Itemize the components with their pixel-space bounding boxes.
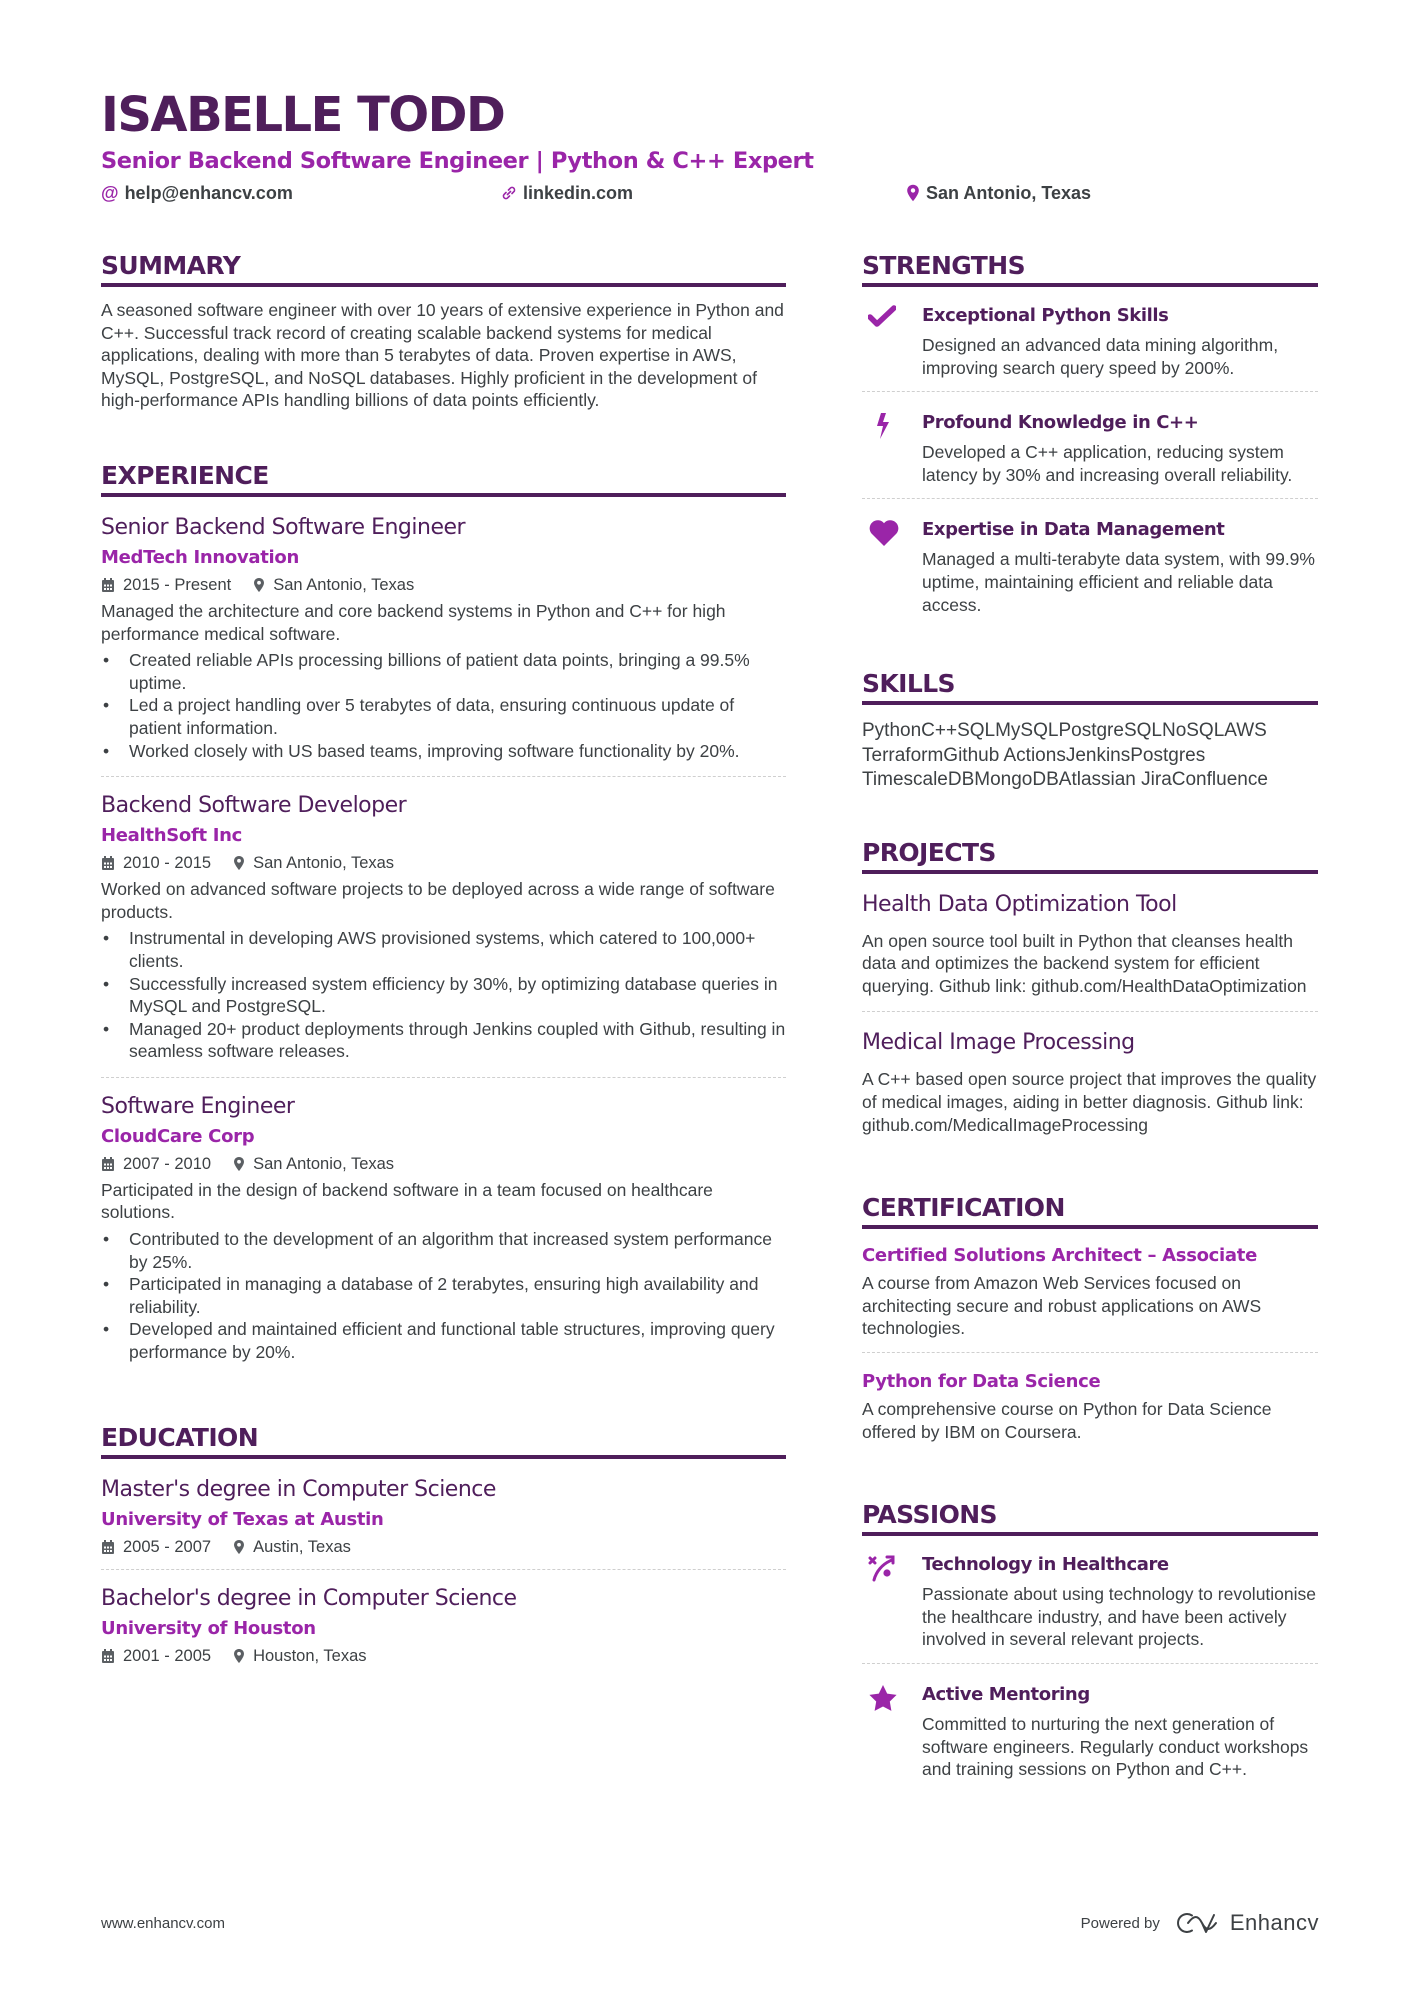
date-text: 2010 - 2015 bbox=[123, 854, 212, 873]
strength-item bbox=[862, 297, 1318, 392]
skill-tag: Atlassian Jira bbox=[1058, 769, 1172, 791]
star-icon bbox=[868, 1684, 898, 1712]
skill-tag: PostgreSQL bbox=[1058, 720, 1162, 742]
email-text: help@enhancv.com bbox=[124, 182, 293, 203]
section-heading-experience: EXPERIENCE bbox=[101, 460, 786, 497]
education-section bbox=[101, 1422, 786, 1682]
projects-section bbox=[862, 837, 1318, 1151]
achievement-item: • Developed and maintained efficient and functional table structures, improving query performance by 20%. bbox=[101, 1318, 786, 1363]
location-pin-icon bbox=[906, 184, 920, 202]
strength-description: Designed an advanced data mining algorithm, improving search query speed by 200%. bbox=[922, 335, 1279, 378]
calendar-icon bbox=[101, 577, 115, 593]
achievement-item: • Created reliable APIs processing billions of patient data points, bringing a 99.5% uptime. bbox=[101, 649, 786, 694]
certification-section bbox=[862, 1192, 1318, 1455]
school-location bbox=[233, 1535, 351, 1559]
skill-tag: Jenkins bbox=[1065, 744, 1131, 766]
project-description: An open source tool built in Python that cleanses health data and optimizes the backend system for efficient querying. Github link: github.com/HealthDataOptimization bbox=[862, 930, 1307, 996]
left-column bbox=[101, 250, 786, 1716]
candidate-name: ISABELLE TODD bbox=[101, 87, 505, 143]
achievement-item: • Successfully increased system efficiency by 30%, by optimizing database queries in MySQL and PostgreSQL. bbox=[101, 973, 786, 1018]
company-name: MedTech Innovation bbox=[101, 546, 299, 568]
passions-section bbox=[862, 1499, 1318, 1793]
project-title: Health Data Optimization Tool bbox=[862, 891, 1177, 917]
entry-meta bbox=[101, 1152, 786, 1176]
section-heading-projects: PROJECTS bbox=[862, 837, 1318, 874]
skill-tag: TimescaleDB bbox=[862, 769, 975, 791]
calendar-icon bbox=[101, 1648, 115, 1664]
section-heading-summary: SUMMARY bbox=[101, 250, 786, 287]
strategy-route-icon bbox=[868, 1554, 898, 1582]
achievement-list bbox=[101, 649, 786, 762]
skill-tag: AWS bbox=[1224, 720, 1267, 742]
calendar-icon bbox=[101, 1539, 115, 1555]
strength-item bbox=[862, 404, 1318, 499]
degree-title: Bachelor's degree in Computer Science bbox=[101, 1585, 517, 1611]
strength-title: Expertise in Data Management bbox=[922, 519, 1225, 541]
skill-tag: Github Actions bbox=[943, 744, 1066, 766]
enhancv-logo-icon bbox=[1174, 1911, 1220, 1935]
date-range bbox=[101, 1535, 211, 1559]
company-name: CloudCare Corp bbox=[101, 1125, 255, 1147]
job-description: Worked on advanced software projects to be deployed across a wide range of software products. bbox=[101, 879, 775, 922]
entry-meta bbox=[101, 1535, 786, 1559]
linkedin-text: linkedin.com bbox=[523, 182, 634, 203]
location-text: Houston, Texas bbox=[253, 1646, 367, 1665]
achievement-list bbox=[101, 927, 786, 1063]
certification-title: Python for Data Science bbox=[862, 1371, 1101, 1392]
passion-description: Committed to nurturing the next generation of software engineers. Regularly conduct workshops and training sessions on Python and C++. bbox=[922, 1713, 1309, 1780]
experience-section bbox=[101, 460, 786, 1378]
education-entry bbox=[101, 1469, 786, 1570]
page-footer bbox=[101, 1910, 1319, 1936]
lightning-bolt-icon bbox=[874, 412, 892, 440]
location-pin-icon bbox=[233, 1539, 245, 1555]
strength-description: Managed a multi-terabyte data system, with 99.9% uptime, maintaining efficient and reliable data access. bbox=[922, 549, 1315, 615]
heart-icon bbox=[868, 519, 900, 547]
link-icon bbox=[501, 185, 517, 201]
enhancv-logo[interactable] bbox=[1174, 1910, 1319, 1936]
project-description: A C++ based open source project that improves the quality of medical images, aiding in better diagnosis. Github link: github.com/MedicalImageProcessing bbox=[862, 1069, 1317, 1135]
school-name: University of Houston bbox=[101, 1617, 316, 1639]
school-name: University of Texas at Austin bbox=[101, 1508, 384, 1530]
skill-tag: Postgres bbox=[1130, 744, 1206, 766]
achievement-item: • Contributed to the development of an algorithm that increased system performance by 25%. bbox=[101, 1228, 786, 1273]
skill-tag: C++ bbox=[921, 720, 958, 742]
strength-item bbox=[862, 511, 1318, 628]
checkmark-icon bbox=[868, 305, 896, 329]
entry-meta bbox=[101, 1644, 786, 1668]
date-text: 2015 - Present bbox=[123, 575, 232, 594]
location-text: San Antonio, Texas bbox=[253, 1154, 395, 1173]
date-range bbox=[101, 851, 211, 875]
section-heading-strengths: STRENGTHS bbox=[862, 250, 1318, 287]
skills-list bbox=[862, 715, 1318, 793]
summary-text: A seasoned software engineer with over 10 years of extensive experience in Python and C++. Successful track record of creating scalable backend systems for medical applications, dealing with more than 5 terabytes of data. Proven expertise in AWS, MySQL, PostgreSQL, and NoSQL databases. Highly proficient in the development of high-performance APIs handling billions of data points efficiently. bbox=[101, 300, 784, 411]
achievement-item: • Instrumental in developing AWS provisioned systems, which catered to 100,000+ clients. bbox=[101, 927, 786, 972]
location-pin-icon bbox=[233, 1648, 245, 1664]
skills-section bbox=[862, 668, 1318, 793]
calendar-icon bbox=[101, 855, 115, 871]
powered-by-label: Powered by bbox=[1080, 1914, 1160, 1932]
date-range bbox=[101, 1152, 211, 1176]
certification-description: A course from Amazon Web Services focused on architecting secure and robust applications on AWS technologies. bbox=[862, 1273, 1262, 1339]
certification-description: A comprehensive course on Python for Data Science offered by IBM on Coursera. bbox=[862, 1399, 1272, 1442]
job-location bbox=[253, 573, 414, 597]
location-text: San Antonio, Texas bbox=[273, 575, 415, 594]
strengths-section bbox=[862, 250, 1318, 628]
date-text: 2005 - 2007 bbox=[123, 1537, 212, 1556]
passion-title: Active Mentoring bbox=[922, 1683, 1090, 1705]
strength-title: Profound Knowledge in C++ bbox=[922, 412, 1199, 434]
job-description: Managed the architecture and core backend systems in Python and C++ for high performance medical software. bbox=[101, 600, 726, 644]
experience-entry bbox=[101, 1086, 786, 1378]
location-pin-icon bbox=[233, 855, 245, 871]
skill-tag: MongoDB bbox=[974, 769, 1059, 791]
contact-email[interactable] bbox=[101, 181, 501, 205]
contact-linkedin[interactable] bbox=[501, 181, 906, 205]
entry-meta bbox=[101, 573, 786, 597]
summary-section bbox=[101, 250, 786, 412]
achievement-item: • Led a project handling over 5 terabytes of data, ensuring continuous update of patient information. bbox=[101, 694, 786, 739]
passion-item bbox=[862, 1546, 1318, 1664]
certification-title: Certified Solutions Architect – Associate bbox=[862, 1245, 1257, 1267]
achievement-list bbox=[101, 1228, 786, 1364]
resume-header bbox=[101, 86, 1321, 205]
passion-item bbox=[862, 1676, 1318, 1793]
passion-title: Technology in Healthcare bbox=[922, 1554, 1169, 1576]
brand-name: Enhancv bbox=[1229, 1910, 1319, 1935]
contact-location bbox=[906, 181, 1091, 205]
strength-title: Exceptional Python Skills bbox=[922, 305, 1169, 326]
skill-tag: Confluence bbox=[1171, 769, 1268, 791]
job-title: Backend Software Developer bbox=[101, 793, 407, 819]
date-range bbox=[101, 573, 231, 597]
school-location bbox=[233, 1644, 366, 1668]
job-title: Software Engineer bbox=[101, 1093, 295, 1119]
strength-description: Developed a C++ application, reducing system latency by 30% and increasing overall reliability. bbox=[922, 442, 1293, 485]
entry-meta bbox=[101, 851, 786, 875]
job-location bbox=[233, 1152, 394, 1176]
location-text: San Antonio, Texas bbox=[926, 182, 1092, 203]
section-heading-skills: SKILLS bbox=[862, 668, 1318, 705]
section-heading-passions: PASSIONS bbox=[862, 1499, 1318, 1536]
achievement-item: • Managed 20+ product deployments through Jenkins coupled with Github, resulting in seamless software releases. bbox=[101, 1018, 786, 1063]
education-entry bbox=[101, 1578, 786, 1682]
location-pin-icon bbox=[253, 577, 265, 593]
date-text: 2001 - 2005 bbox=[123, 1646, 212, 1665]
certification-item bbox=[862, 1365, 1318, 1455]
date-text: 2007 - 2010 bbox=[123, 1154, 212, 1173]
skill-tag: Python bbox=[862, 720, 922, 742]
section-heading-certification: CERTIFICATION bbox=[862, 1192, 1318, 1229]
project-item bbox=[862, 884, 1318, 1013]
certification-item bbox=[862, 1239, 1318, 1353]
skill-tag: MySQL bbox=[995, 720, 1059, 742]
passion-description: Passionate about using technology to revolutionise the healthcare industry, and have been actively involved in several relevant projects. bbox=[922, 1584, 1317, 1650]
job-title: Senior Backend Software Engineer bbox=[101, 514, 466, 540]
project-title: Medical Image Processing bbox=[862, 1030, 1135, 1056]
company-name: HealthSoft Inc bbox=[101, 825, 243, 847]
right-column bbox=[862, 250, 1318, 1827]
date-range bbox=[101, 1644, 211, 1668]
footer-website-link[interactable]: www.enhancv.com bbox=[101, 1914, 225, 1932]
degree-title: Master's degree in Computer Science bbox=[101, 1476, 496, 1502]
candidate-headline: Senior Backend Software Engineer | Python & C++ Expert bbox=[101, 148, 814, 174]
contact-row bbox=[101, 181, 1321, 205]
skill-tag: SQL bbox=[957, 720, 996, 742]
achievement-item: • Worked closely with US based teams, improving software functionality by 20%. bbox=[101, 740, 786, 763]
project-item bbox=[862, 1022, 1318, 1150]
powered-by bbox=[1081, 1910, 1319, 1936]
location-text: Austin, Texas bbox=[253, 1537, 351, 1556]
experience-entry bbox=[101, 507, 786, 777]
achievement-item: • Participated in managing a database of 2 terabytes, ensuring high availability and reliability. bbox=[101, 1273, 786, 1318]
experience-entry bbox=[101, 785, 786, 1078]
at-sign-icon: @ bbox=[101, 182, 119, 203]
location-text: San Antonio, Texas bbox=[253, 854, 395, 873]
skill-tag: Terraform bbox=[862, 744, 944, 766]
job-description: Participated in the design of backend software in a team focused on healthcare solutions. bbox=[101, 1179, 713, 1223]
location-pin-icon bbox=[233, 1156, 245, 1172]
calendar-icon bbox=[101, 1156, 115, 1172]
job-location bbox=[233, 851, 394, 875]
skill-tag: NoSQL bbox=[1161, 720, 1225, 742]
section-heading-education: EDUCATION bbox=[101, 1422, 786, 1459]
